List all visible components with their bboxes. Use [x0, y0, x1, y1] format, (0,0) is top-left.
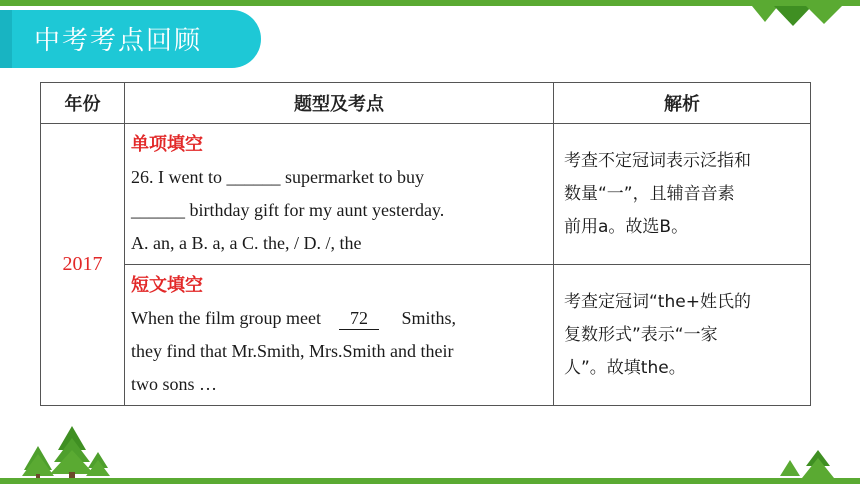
section-title: 中考考点回顾 [34, 26, 203, 56]
analysis-line: 复数形式”表示“一家 [564, 324, 718, 345]
question-text: When the film group meet [131, 308, 321, 328]
question-line: 26. I went to ______ supermarket to buy [131, 167, 424, 187]
header-analysis: 解析 [554, 83, 811, 124]
table-header-row [41, 83, 811, 124]
triangle-decoration-icon [752, 0, 842, 26]
header-question-type: 题型及考点 [125, 83, 554, 124]
analysis-line: 考查定冠词“the+姓氏的 [564, 291, 751, 312]
trees-right-icon [778, 450, 838, 480]
analysis-line: 考查不定冠词表示泛指和 [564, 150, 751, 171]
table-row [41, 124, 811, 265]
answer-blank: 72 [339, 307, 379, 330]
question-line: ______ birthday gift for my aunt yesterday. [131, 200, 445, 220]
question-line: they find that Mr.Smith, Mrs.Smith and their [131, 341, 454, 361]
analysis-cell [554, 124, 811, 265]
question-type-label: 短文填空 [131, 275, 203, 296]
analysis-line: 人”。故填the。 [564, 357, 686, 378]
analysis-line: 数量“一”，且辅音音素 [564, 183, 735, 204]
exam-points-table [40, 82, 811, 406]
year-cell: 2017 [41, 124, 125, 406]
analysis-cell [554, 265, 811, 406]
question-line: A. an, a B. a, a C. the, / D. /, the [131, 233, 362, 253]
bottom-border [0, 478, 860, 484]
question-cell [125, 265, 554, 406]
question-cell [125, 124, 554, 265]
question-type-label: 单项填空 [131, 134, 203, 155]
table-row [41, 265, 811, 406]
trees-left-icon [20, 424, 110, 480]
analysis-line: 前用a。故选B。 [564, 216, 689, 237]
question-line [131, 302, 547, 335]
top-border [0, 0, 860, 6]
header-year: 年份 [41, 83, 125, 124]
question-text: Smiths, [401, 308, 456, 328]
question-line: two sons … [131, 374, 218, 394]
